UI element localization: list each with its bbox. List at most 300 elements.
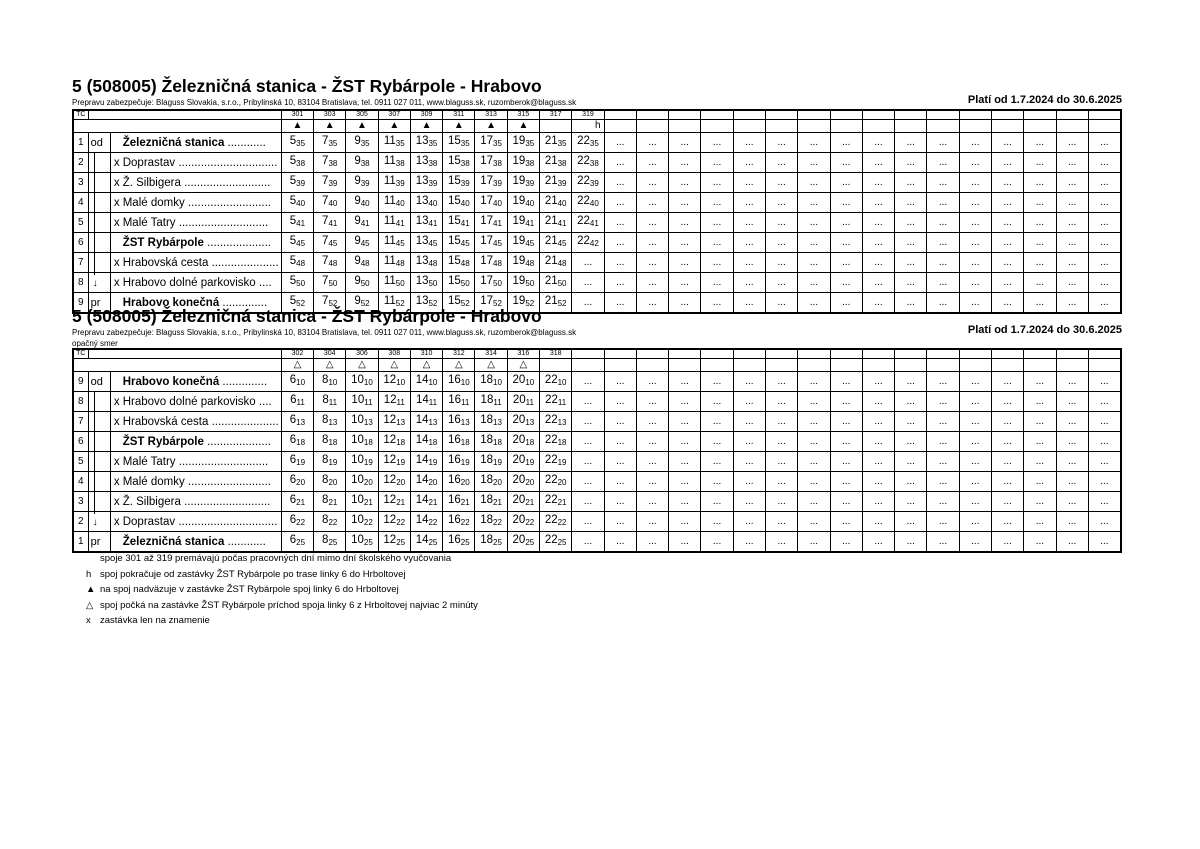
operator-info: Prepravu zabezpečuje: Blaguss Slovakia, s.r.o., Pribylinská 10, 83104 Bratislava, tel. 0911 027 011, www.blaguss.sk, ruzomberok@blaguss.sk <box>72 98 577 107</box>
time-hour: 15 <box>447 195 461 207</box>
time-minute: 18 <box>525 438 535 447</box>
time-minute: 52 <box>395 299 405 308</box>
empty-cell: ... <box>669 153 701 173</box>
empty-cell: ... <box>1056 273 1088 293</box>
departure-time <box>314 233 346 253</box>
empty-cell: ... <box>830 173 862 193</box>
departure-time <box>507 133 539 153</box>
time-minute: 38 <box>460 159 470 168</box>
empty-cell: ... <box>1024 213 1056 233</box>
time-minute: 19 <box>557 458 567 467</box>
stop-name-cell <box>110 233 281 253</box>
departure-time <box>475 432 507 452</box>
trip-number: 308 <box>378 349 410 359</box>
empty-cell: ... <box>1088 452 1121 472</box>
trip-symbol-empty <box>604 359 636 372</box>
empty-cell: ... <box>572 452 604 472</box>
empty-cell: ... <box>959 293 991 314</box>
trip-number: 304 <box>314 349 346 359</box>
departure-time <box>378 492 410 512</box>
stop-row <box>73 253 1121 273</box>
empty-cell: ... <box>604 193 636 213</box>
empty-cell: ... <box>1056 472 1088 492</box>
departure-time <box>378 253 410 273</box>
trip-symbol-empty <box>927 359 959 372</box>
stop-name: Hrabovo konečná <box>122 296 220 309</box>
empty-cell: ... <box>862 153 894 173</box>
empty-cell: ... <box>604 472 636 492</box>
empty-cell: ... <box>766 412 798 432</box>
departure-time <box>410 372 442 392</box>
time-hour: 10 <box>351 494 364 506</box>
time-hour: 6 <box>289 374 297 386</box>
time-minute: 20 <box>328 478 338 487</box>
empty-cell: ... <box>991 472 1023 492</box>
empty-cell: ... <box>1056 392 1088 412</box>
trip-number-empty <box>636 110 668 120</box>
departure-time <box>443 412 475 432</box>
tariff-zone-number: 9 <box>73 293 88 314</box>
departure-time <box>540 432 572 452</box>
stop-row <box>73 492 1121 512</box>
time-minute: 50 <box>525 279 535 288</box>
leader-dots: ..................... <box>208 256 279 269</box>
empty-cell: ... <box>830 532 862 553</box>
time-minute: 20 <box>525 478 535 487</box>
time-hour: 21 <box>544 175 558 187</box>
stop-name-cell <box>110 153 281 173</box>
time-minute: 45 <box>557 239 567 248</box>
empty-cell: ... <box>636 293 668 314</box>
time-hour: 13 <box>415 295 429 307</box>
trip-symbol-empty <box>1056 359 1088 372</box>
empty-cell: ... <box>959 452 991 472</box>
tariff-zone-number: 5 <box>73 213 88 233</box>
time-minute: 18 <box>557 438 567 447</box>
empty-cell: ... <box>830 153 862 173</box>
departure-time <box>410 412 442 432</box>
time-minute: 21 <box>396 498 406 507</box>
time-hour: 10 <box>351 474 364 486</box>
time-hour: 16 <box>447 414 461 426</box>
empty-cell: ... <box>830 512 862 532</box>
trip-number-empty <box>927 110 959 120</box>
empty-cell: ... <box>636 452 668 472</box>
empty-cell: ... <box>895 253 927 273</box>
header-spacer <box>88 349 110 359</box>
time-hour: 20 <box>512 374 526 386</box>
time-hour: 13 <box>415 135 429 147</box>
empty-cell: ... <box>862 193 894 213</box>
time-minute: 25 <box>557 538 567 547</box>
time-hour: 21 <box>544 155 558 167</box>
time-hour: 14 <box>415 454 429 466</box>
tariff-zone-number: 7 <box>73 412 88 432</box>
departure-time <box>314 532 346 553</box>
departure-time <box>410 173 442 193</box>
tariff-zone-number: 4 <box>73 472 88 492</box>
empty-cell: ... <box>669 233 701 253</box>
time-hour: 10 <box>351 534 364 546</box>
empty-cell: ... <box>895 452 927 472</box>
departure-time <box>378 432 410 452</box>
time-minute: 19 <box>493 458 502 467</box>
time-hour: 11 <box>383 135 396 147</box>
empty-cell: ... <box>733 392 765 412</box>
empty-cell: ... <box>636 512 668 532</box>
empty-cell: ... <box>701 472 733 492</box>
empty-cell: ... <box>1088 492 1121 512</box>
time-minute: 41 <box>328 219 338 228</box>
trip-number-empty <box>1088 349 1121 359</box>
time-hour: 12 <box>383 374 397 386</box>
time-hour: 13 <box>415 195 429 207</box>
request-stop-mark: x <box>113 515 120 528</box>
timetable <box>72 109 1122 314</box>
empty-cell: ... <box>669 133 701 153</box>
empty-cell: ... <box>959 412 991 432</box>
departure-time <box>378 233 410 253</box>
connection-triangle-icon: ▲ <box>410 120 442 133</box>
time-hour: 18 <box>480 434 494 446</box>
continuation-mark: h <box>572 120 604 133</box>
time-hour: 22 <box>577 155 590 167</box>
time-hour: 17 <box>480 215 494 227</box>
empty-cell: ... <box>636 213 668 233</box>
departure-time <box>281 492 313 512</box>
empty-cell: ... <box>604 153 636 173</box>
empty-cell: ... <box>959 133 991 153</box>
empty-cell: ... <box>1056 253 1088 273</box>
stop-row <box>73 273 1121 293</box>
request-stop-mark: x <box>113 176 120 189</box>
time-hour: 7 <box>322 235 329 247</box>
time-hour: 14 <box>415 374 429 386</box>
empty-cell: ... <box>862 452 894 472</box>
trip-symbol-empty <box>862 120 894 133</box>
departure-time <box>540 492 572 512</box>
departure-time <box>378 213 410 233</box>
departure-time <box>281 452 313 472</box>
trip-symbol-empty <box>604 120 636 133</box>
tariff-zone-number: 1 <box>73 133 88 153</box>
empty-cell: ... <box>862 432 894 452</box>
time-hour: 6 <box>289 454 297 466</box>
empty-cell: ... <box>798 512 830 532</box>
empty-cell: ... <box>959 213 991 233</box>
time-minute: 13 <box>363 418 373 427</box>
empty-cell: ... <box>766 432 798 452</box>
empty-cell: ... <box>1056 193 1088 213</box>
departure-time <box>314 392 346 412</box>
departure-time <box>281 532 313 553</box>
empty-cell: ... <box>895 153 927 173</box>
time-hour: 22 <box>544 514 558 526</box>
time-hour: 19 <box>512 295 526 307</box>
empty-cell: ... <box>895 133 927 153</box>
stop-name: Doprastav <box>122 156 176 169</box>
departure-time <box>443 392 475 412</box>
empty-cell: ... <box>991 193 1023 213</box>
time-minute: 35 <box>360 139 370 148</box>
empty-cell: ... <box>798 273 830 293</box>
time-hour: 10 <box>351 514 364 526</box>
timetable-title: 5 (508005) Železničná stanica - ŽST Rybárpole - Hrabovo <box>72 306 542 326</box>
departure-time <box>410 512 442 532</box>
departure-time <box>475 273 507 293</box>
time-minute: 38 <box>395 159 405 168</box>
time-minute: 13 <box>493 418 502 427</box>
stop-name-cell <box>110 193 281 213</box>
empty-cell: ... <box>701 133 733 153</box>
departure-time <box>410 213 442 233</box>
time-minute: 11 <box>461 398 470 407</box>
time-hour: 21 <box>544 195 558 207</box>
departure-time <box>540 372 572 392</box>
time-minute: 19 <box>296 458 306 467</box>
departure-time <box>346 372 378 392</box>
empty-cell: ... <box>669 512 701 532</box>
departure-time <box>443 372 475 392</box>
departure-time <box>281 233 313 253</box>
wait-triangle-icon: △ <box>281 359 313 372</box>
departure-time <box>443 512 475 532</box>
time-minute: 19 <box>525 458 535 467</box>
leader-dots: .... <box>255 395 272 408</box>
time-hour: 5 <box>289 235 297 247</box>
stop-name: Malé Tatry <box>122 455 176 468</box>
time-minute: 18 <box>396 438 406 447</box>
time-hour: 15 <box>447 215 461 227</box>
empty-cell: ... <box>669 372 701 392</box>
empty-cell: ... <box>733 432 765 452</box>
time-hour: 21 <box>544 295 558 307</box>
empty-cell: ... <box>766 133 798 153</box>
empty-cell: ... <box>733 512 765 532</box>
empty-cell: ... <box>1056 153 1088 173</box>
departure-time <box>572 213 604 233</box>
time-minute: 39 <box>557 179 567 188</box>
time-minute: 35 <box>395 139 405 148</box>
empty-cell: ... <box>604 392 636 412</box>
departure-time <box>346 412 378 432</box>
trip-symbol-empty <box>733 359 765 372</box>
empty-cell: ... <box>798 412 830 432</box>
empty-cell: ... <box>636 273 668 293</box>
stop-row <box>73 193 1121 213</box>
empty-cell: ... <box>1024 472 1056 492</box>
time-minute: 52 <box>360 299 370 308</box>
time-minute: 52 <box>428 299 438 308</box>
empty-cell: ... <box>766 293 798 314</box>
time-minute: 41 <box>296 219 306 228</box>
empty-cell: ... <box>766 153 798 173</box>
trip-number: 302 <box>281 349 313 359</box>
trip-symbol-empty <box>991 120 1023 133</box>
departure-time <box>314 173 346 193</box>
empty-cell: ... <box>862 133 894 153</box>
departure-time <box>378 153 410 173</box>
time-minute: 52 <box>557 299 567 308</box>
time-minute: 50 <box>360 279 370 288</box>
empty-cell: ... <box>1024 412 1056 432</box>
leader-dots: ............................... <box>175 515 278 528</box>
time-hour: 12 <box>383 414 397 426</box>
footnote-triangle-filled: ▲ na spoj nadväzuje v zastávke ŽST Rybárpole spoj linky 6 do Hrboltovej <box>86 584 399 595</box>
empty-cell: ... <box>701 273 733 293</box>
empty-cell: ... <box>798 293 830 314</box>
empty-cell: ... <box>636 133 668 153</box>
trip-symbol-empty <box>766 120 798 133</box>
empty-cell: ... <box>991 532 1023 553</box>
empty-cell: ... <box>959 153 991 173</box>
departure-time <box>443 133 475 153</box>
departure-time <box>507 492 539 512</box>
stop-row <box>73 412 1121 432</box>
stop-flag <box>88 392 110 412</box>
time-minute: 25 <box>460 538 470 547</box>
trip-number-empty <box>701 349 733 359</box>
time-hour: 9 <box>354 175 361 187</box>
time-hour: 9 <box>354 295 361 307</box>
departure-time <box>475 492 507 512</box>
trip-number: 310 <box>410 349 442 359</box>
trip-number-empty <box>733 110 765 120</box>
empty-cell: ... <box>604 412 636 432</box>
tariff-zone-number: 5 <box>73 452 88 472</box>
direction-line <box>94 153 95 275</box>
trip-symbol-empty <box>798 120 830 133</box>
time-hour: 22 <box>544 454 558 466</box>
stop-name: ŽST Rybárpole <box>122 435 204 448</box>
departure-time <box>346 392 378 412</box>
time-minute: 41 <box>557 219 567 228</box>
time-hour: 19 <box>512 235 526 247</box>
time-minute: 38 <box>328 159 338 168</box>
empty-cell: ... <box>604 173 636 193</box>
trip-number-empty <box>604 110 636 120</box>
departure-time <box>475 512 507 532</box>
departure-time <box>410 153 442 173</box>
time-minute: 10 <box>328 378 338 387</box>
departure-time <box>475 412 507 432</box>
empty-cell: ... <box>830 432 862 452</box>
trip-symbol-empty <box>636 359 668 372</box>
time-minute: 19 <box>460 458 470 467</box>
connection-triangle-icon: ▲ <box>346 120 378 133</box>
tariff-zone-number: 9 <box>73 372 88 392</box>
departure-time <box>507 273 539 293</box>
empty-cell: ... <box>830 372 862 392</box>
leader-dots: ............................ <box>175 216 269 229</box>
time-hour: 14 <box>415 474 429 486</box>
time-minute: 38 <box>493 159 502 168</box>
departure-time <box>346 253 378 273</box>
time-minute: 39 <box>589 179 599 188</box>
empty-cell: ... <box>1088 392 1121 412</box>
trip-number-empty <box>1088 110 1121 120</box>
departure-time <box>410 492 442 512</box>
time-hour: 11 <box>383 295 396 307</box>
stop-name: ŽST Rybárpole <box>122 236 204 249</box>
tariff-zone-number: 8 <box>73 392 88 412</box>
time-hour: 19 <box>512 255 526 267</box>
time-minute: 48 <box>493 259 502 268</box>
stop-row <box>73 213 1121 233</box>
departure-time <box>410 392 442 412</box>
departure-time <box>507 193 539 213</box>
time-hour: 12 <box>383 434 397 446</box>
empty-cell: ... <box>895 432 927 452</box>
empty-cell: ... <box>895 173 927 193</box>
time-minute: 45 <box>525 239 535 248</box>
stop-name: Malé domky <box>122 475 185 488</box>
time-hour: 12 <box>383 454 397 466</box>
time-minute: 21 <box>525 498 535 507</box>
time-hour: 8 <box>322 474 329 486</box>
time-hour: 12 <box>383 534 397 546</box>
time-minute: 38 <box>360 159 370 168</box>
empty-cell: ... <box>798 392 830 412</box>
time-hour: 6 <box>289 514 297 526</box>
stop-name-cell <box>110 412 281 432</box>
time-hour: 7 <box>322 295 329 307</box>
departure-time <box>314 153 346 173</box>
empty-cell: ... <box>927 432 959 452</box>
time-hour: 15 <box>447 155 461 167</box>
trip-number-empty <box>959 349 991 359</box>
empty-cell: ... <box>927 372 959 392</box>
symbol-spacer <box>88 120 110 133</box>
leader-dots: ............................ <box>175 455 269 468</box>
empty-cell: ... <box>830 492 862 512</box>
footnote-0: spoje 301 až 319 premávajú počas pracovných dní mimo dní školského vyučovania <box>100 553 452 564</box>
empty-cell: ... <box>701 432 733 452</box>
tariff-zone-number: 6 <box>73 233 88 253</box>
time-minute: 13 <box>428 418 438 427</box>
stop-row <box>73 173 1121 193</box>
empty-cell: ... <box>669 412 701 432</box>
empty-cell: ... <box>669 492 701 512</box>
time-hour: 16 <box>447 534 461 546</box>
empty-cell: ... <box>862 412 894 432</box>
empty-cell: ... <box>798 133 830 153</box>
departure-time <box>540 472 572 492</box>
stop-flag <box>88 253 110 273</box>
time-minute: 22 <box>493 518 502 527</box>
departure-time <box>572 173 604 193</box>
time-hour: 21 <box>544 215 558 227</box>
empty-cell: ... <box>798 153 830 173</box>
departure-time <box>281 193 313 213</box>
empty-cell: ... <box>927 233 959 253</box>
departure-time <box>410 532 442 553</box>
trip-number-empty <box>798 349 830 359</box>
trip-number-empty <box>766 110 798 120</box>
stop-name: Hrabovská cesta <box>122 415 209 428</box>
time-minute: 11 <box>364 398 373 407</box>
time-hour: 13 <box>415 275 429 287</box>
time-hour: 19 <box>512 155 526 167</box>
empty-cell: ... <box>733 492 765 512</box>
stop-name-cell <box>110 472 281 492</box>
trip-symbol-empty <box>927 120 959 133</box>
trip-symbol-empty <box>733 120 765 133</box>
departure-time <box>507 213 539 233</box>
empty-cell: ... <box>959 233 991 253</box>
direction-arrow-icon: ↓ <box>92 516 98 528</box>
time-minute: 40 <box>328 199 338 208</box>
